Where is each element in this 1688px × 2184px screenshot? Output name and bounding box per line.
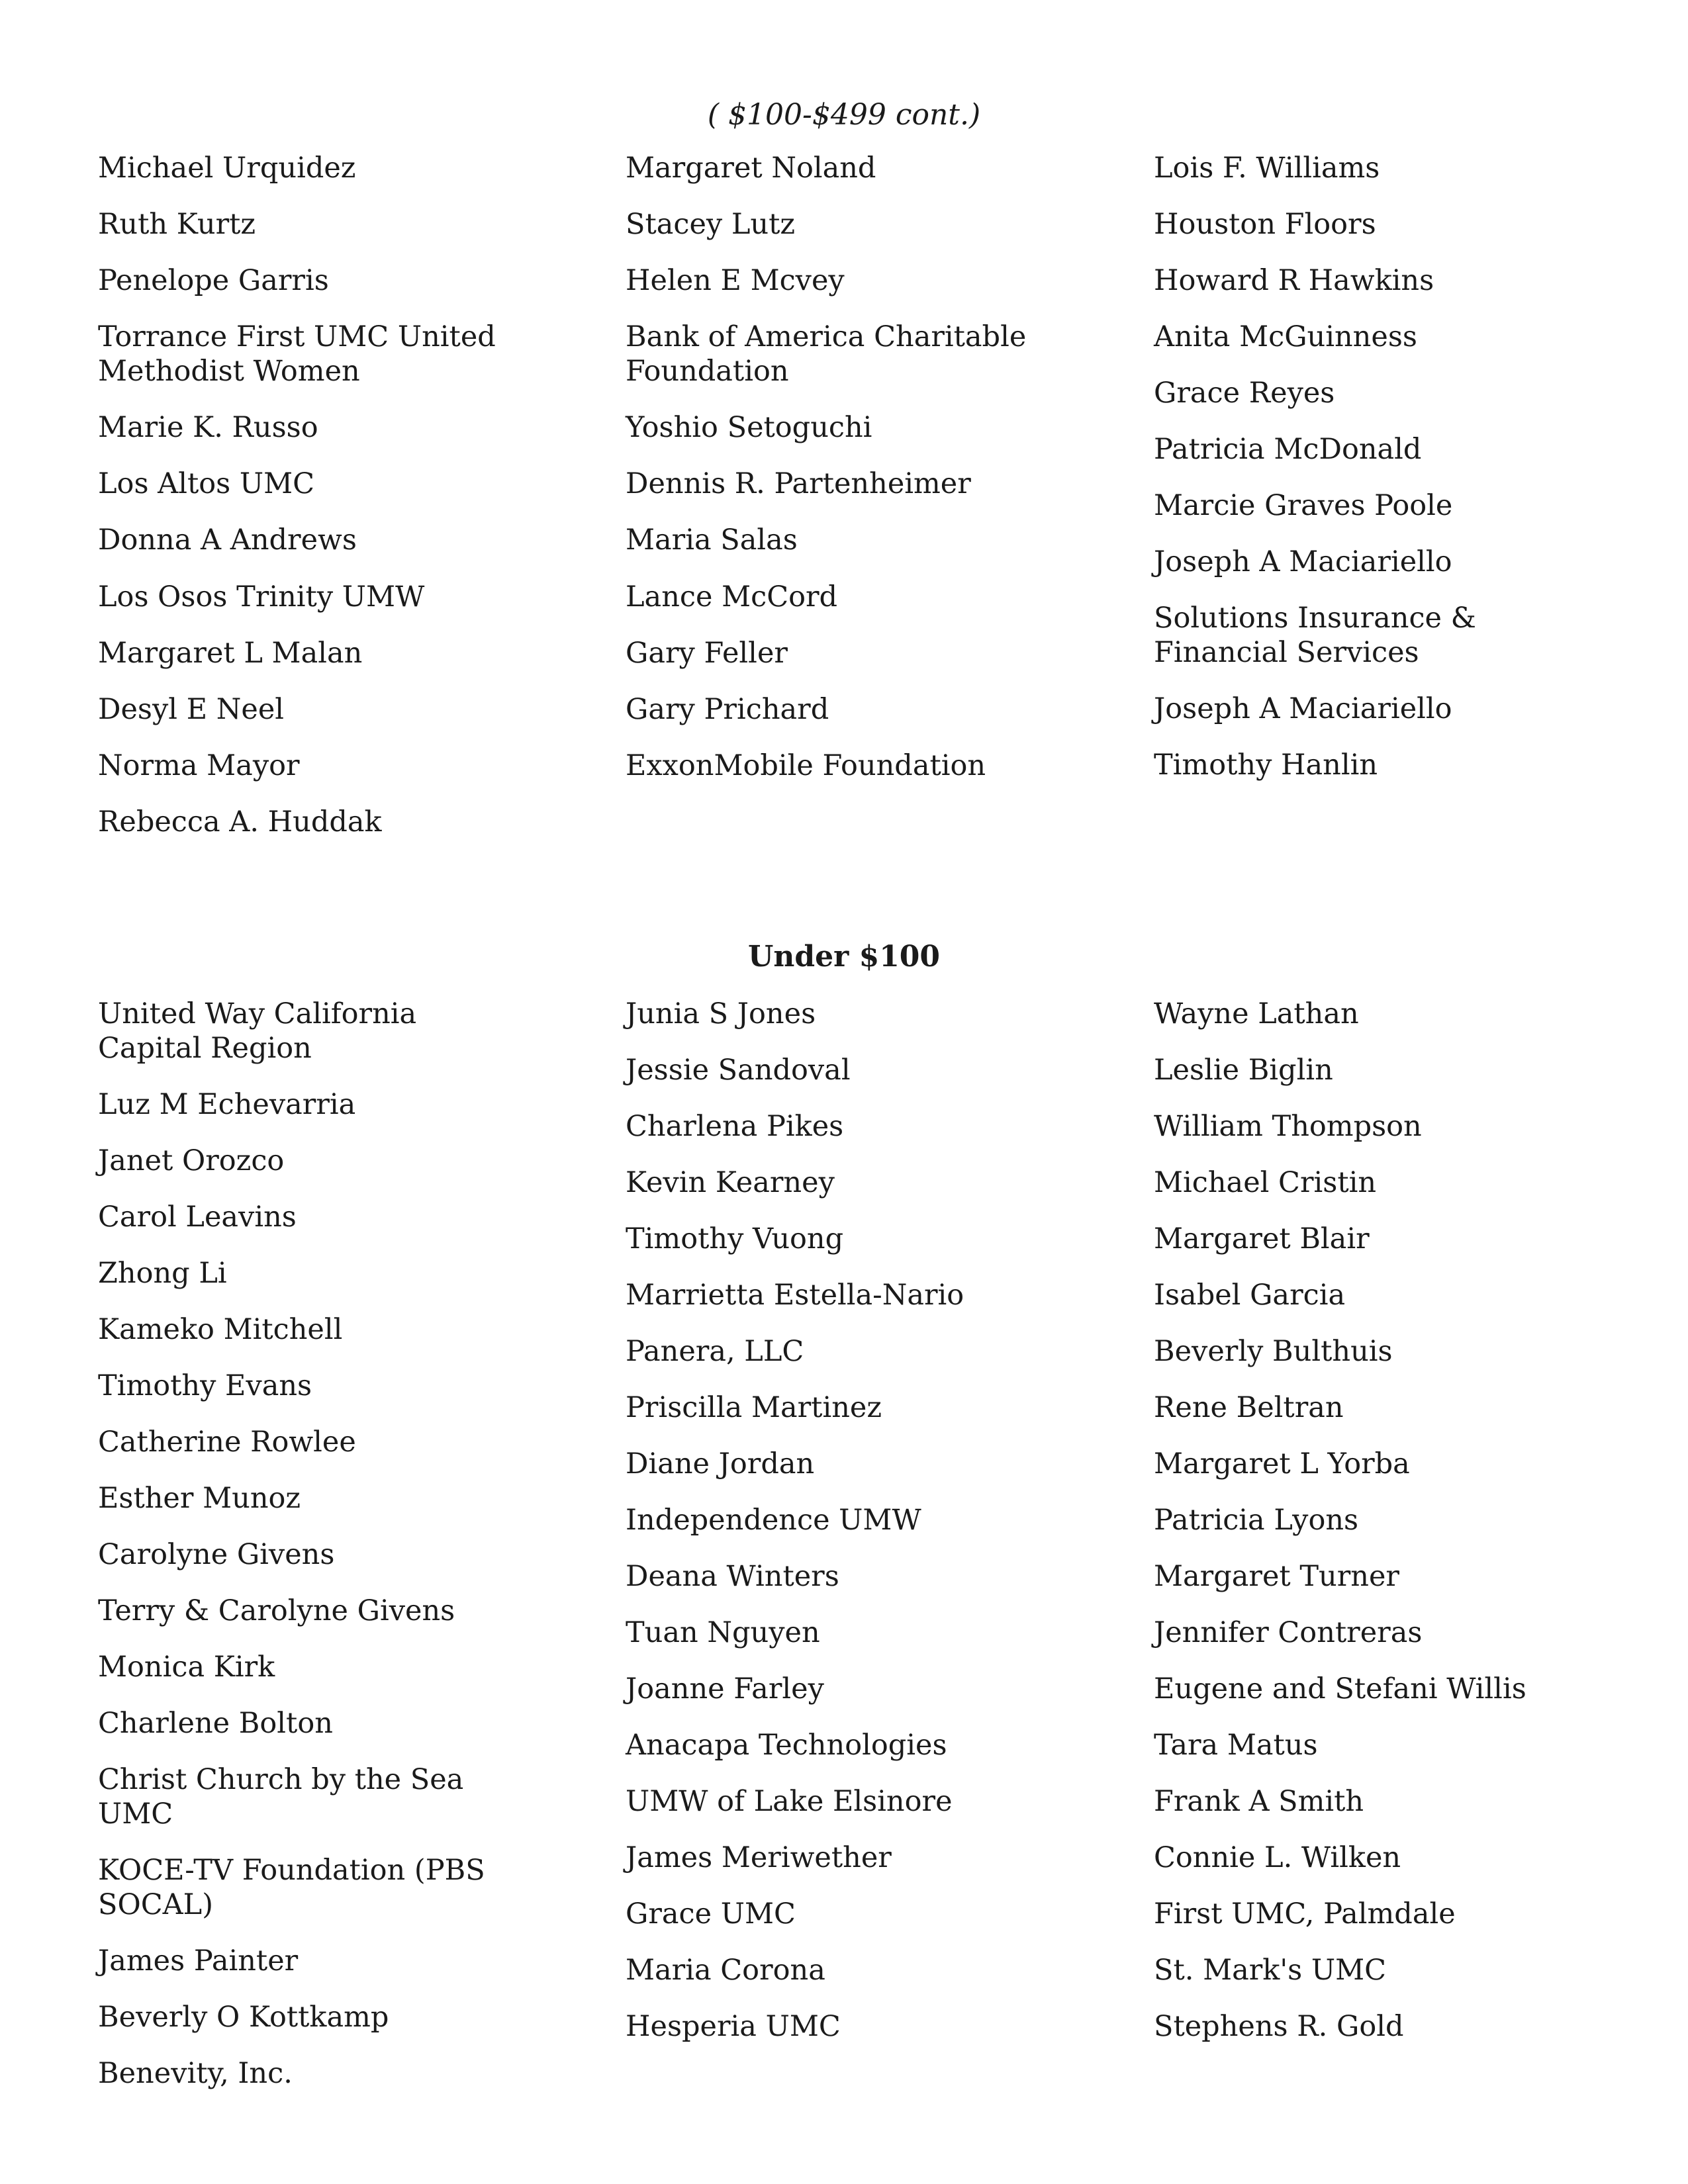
donor-name: Charlene Bolton (98, 1707, 333, 1740)
donor-name: Wayne Lathan (1154, 997, 1359, 1030)
donor-name: Donna A Andrews (98, 523, 357, 557)
donor-name: Frank A Smith (1154, 1785, 1364, 1818)
donor-name: Anita McGuinness (1154, 320, 1417, 353)
donor-name: Hesperia UMC (626, 2010, 841, 2043)
donor-name: Timothy Hanlin (1154, 749, 1378, 782)
donor-name: Junia S Jones (626, 997, 816, 1030)
donor-name: Norma Mayor (98, 749, 300, 782)
donor-name: Penelope Garris (98, 264, 329, 297)
donor-name: James Painter (98, 1944, 299, 1978)
donor-name: Lois F. Williams (1154, 152, 1380, 185)
donor-name: Rebecca A. Huddak (98, 805, 382, 839)
donor-name: Luz M Echevarria (98, 1088, 356, 1121)
donor-name: Los Osos Trinity UMW (98, 580, 425, 614)
donor-column-top-1 (98, 151, 522, 861)
donor-name: Panera, LLC (626, 1335, 804, 1368)
donor-name: Gary Feller (626, 637, 788, 670)
donor-name: Houston Floors (1154, 208, 1376, 241)
donor-column-top-3 (1154, 151, 1604, 804)
donor-name: Marie K. Russo (98, 411, 318, 444)
donor-name: Catherine Rowlee (98, 1426, 356, 1459)
donor-name: Anacapa Technologies (626, 1729, 947, 1762)
donor-name: Terry & Carolyne Givens (98, 1594, 455, 1627)
donor-name: Priscilla Martinez (626, 1391, 882, 1424)
donor-column-under-2 (626, 997, 1049, 2066)
section-heading-under-100: Under $100 (747, 940, 941, 974)
donor-name: Margaret Blair (1154, 1222, 1370, 1255)
donor-name: Michael Urquidez (98, 152, 356, 185)
donor-name: Charlena Pikes (626, 1110, 844, 1143)
donor-name: Timothy Vuong (626, 1222, 844, 1255)
donor-name: Kameko Mitchell (98, 1313, 343, 1346)
donor-name: St. Mark's UMC (1154, 1954, 1387, 1987)
donor-name: Independence UMW (626, 1504, 921, 1537)
donor-name: Howard R Hawkins (1154, 264, 1434, 297)
donor-name: Dennis R. Partenheimer (626, 467, 971, 500)
donor-name: Los Altos UMC (98, 467, 315, 500)
donor-name: Carol Leavins (98, 1201, 297, 1234)
donor-name: KOCE-TV Foundation (PBS SOCAL) (98, 1854, 485, 1921)
donor-name: Benevity, Inc. (98, 2057, 293, 2090)
donor-name: Joseph A Maciariello (1154, 545, 1452, 578)
donor-name: ExxonMobile Foundation (626, 749, 986, 782)
donor-name: Margaret Noland (626, 152, 876, 185)
donor-name: Beverly O Kottkamp (98, 2001, 389, 2034)
donor-name: Marrietta Estella-Nario (626, 1279, 964, 1312)
donor-name: Margaret Turner (1154, 1560, 1399, 1593)
donor-name: Grace UMC (626, 1897, 796, 1931)
donor-name: Carolyne Givens (98, 1538, 335, 1571)
donor-name: Patricia Lyons (1154, 1504, 1359, 1537)
donor-name: William Thompson (1154, 1110, 1422, 1143)
donor-name: Isabel Garcia (1154, 1279, 1346, 1312)
donor-name: Tara Matus (1154, 1729, 1318, 1762)
donor-name: Margaret L Malan (98, 637, 363, 670)
donor-name: Ruth Kurtz (98, 208, 256, 241)
donor-name: Patricia McDonald (1154, 433, 1422, 466)
donor-name: Desyl E Neel (98, 693, 285, 726)
donor-name: Gary Prichard (626, 693, 829, 726)
donor-name: Jennifer Contreras (1154, 1616, 1423, 1649)
donor-column-under-3 (1154, 997, 1604, 2066)
donor-name: Esther Munoz (98, 1482, 301, 1515)
donor-name: Tuan Nguyen (626, 1616, 820, 1649)
donor-name: Bank of America Charitable Foundation (626, 320, 1027, 388)
donor-name: Diane Jordan (626, 1447, 815, 1480)
donor-name: Lance McCord (626, 580, 838, 614)
donor-name: Yoshio Setoguchi (626, 411, 872, 444)
donor-name: Grace Reyes (1154, 377, 1335, 410)
donor-name: Torrance First UMC United Methodist Women (98, 320, 496, 388)
donor-name: Leslie Biglin (1154, 1054, 1333, 1087)
donor-name: Janet Orozco (98, 1144, 285, 1177)
donor-name: Connie L. Wilken (1154, 1841, 1401, 1874)
donor-name: Monica Kirk (98, 1651, 275, 1684)
donor-name: Joseph A Maciariello (1154, 692, 1452, 725)
donor-name: Deana Winters (626, 1560, 839, 1593)
donor-column-under-1 (98, 997, 522, 2113)
donor-name: Timothy Evans (98, 1369, 312, 1402)
donor-name: Joanne Farley (626, 1672, 824, 1706)
donor-name: Eugene and Stefani Willis (1154, 1672, 1526, 1706)
donor-name: Helen E Mcvey (626, 264, 845, 297)
donor-name: First UMC, Palmdale (1154, 1897, 1456, 1931)
donor-name: UMW of Lake Elsinore (626, 1785, 953, 1818)
donor-name: Stephens R. Gold (1154, 2010, 1404, 2043)
section-heading-100-499-cont: ( $100-$499 cont.) (707, 98, 981, 132)
donor-name: United Way California Capital Region (98, 997, 417, 1065)
donor-name: Maria Salas (626, 523, 798, 557)
donor-name: Margaret L Yorba (1154, 1447, 1410, 1480)
donor-name: Solutions Insurance & Financial Services (1154, 602, 1476, 669)
donor-name: Rene Beltran (1154, 1391, 1344, 1424)
donor-name: Jessie Sandoval (626, 1054, 851, 1087)
donor-name: Christ Church by the Sea UMC (98, 1763, 464, 1831)
donor-name: Maria Corona (626, 1954, 825, 1987)
donor-name: Stacey Lutz (626, 208, 796, 241)
donor-name: Beverly Bulthuis (1154, 1335, 1393, 1368)
donor-name: Marcie Graves Poole (1154, 489, 1453, 522)
donor-name: James Meriwether (626, 1841, 892, 1874)
donor-column-top-2 (626, 151, 1049, 805)
donor-name: Kevin Kearney (626, 1166, 835, 1199)
donor-name: Michael Cristin (1154, 1166, 1377, 1199)
donor-name: Zhong Li (98, 1257, 227, 1290)
